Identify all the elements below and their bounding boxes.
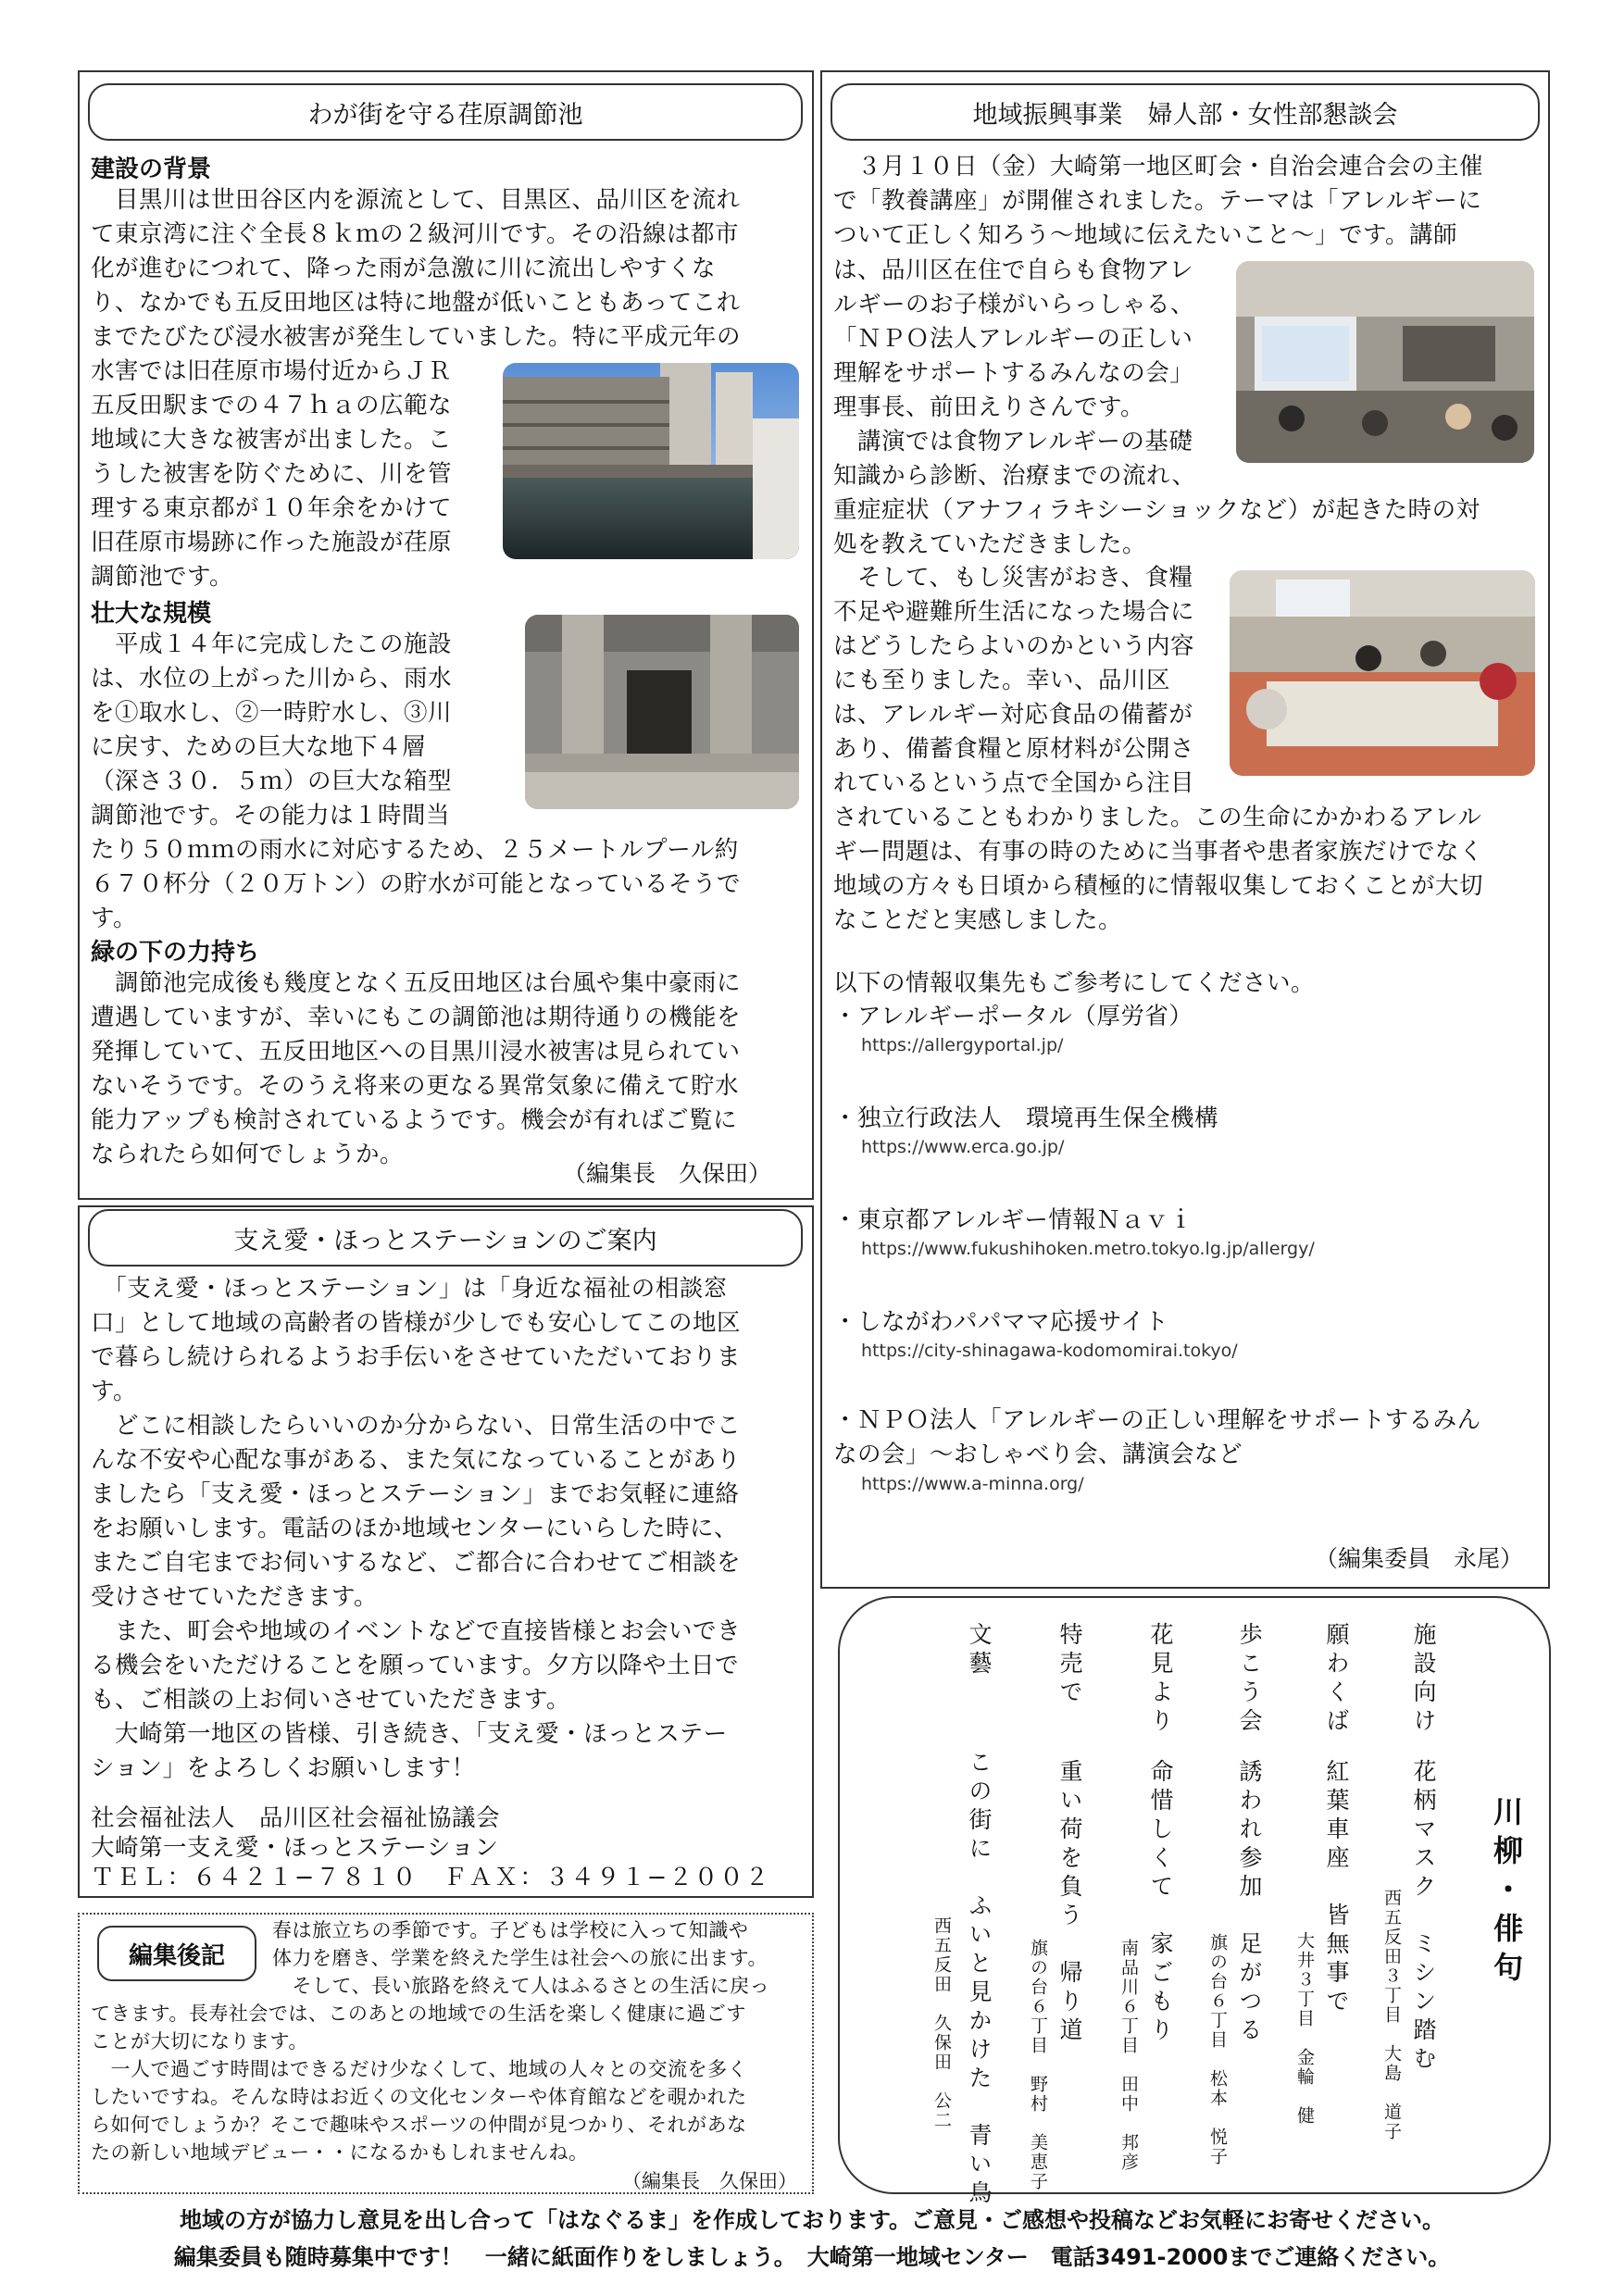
- para-allergy-1b: は、品川区在住で自らも食物アレ ルギーのお子様がいらっしゃる、 「ＮＰＯ法人アレルギーの正しい 理解をサポートするみんなの会」 理事長、前田えりさんです。 講演では食物アレルギーの基礎 知識から診断、治療までの流れ、: [833, 256, 1196, 490]
- para-unsung: 調節池完成後も幾度となく五反田地区は台風や集中豪雨に 遭遇していますが、幸いにもこの調節池は期待通りの機能を 発揮していて、五反田地区への目黒川浸水被害は見られてい ないそうです。そのうえ将来の更なる異常気象に備えて貯水 能力アップも検討されているようです。機会が有ればご覧に なられたら如何でしょうか。: [91, 969, 742, 1168]
- link-url[interactable]: https://city-shinagawa-kodomomirai.tokyo/: [861, 1341, 1238, 1361]
- article-ebara-title: わが街を守る荏原調節池: [88, 83, 803, 141]
- senryu-entry-line: 重い荷を負う 帰り道: [1056, 1759, 1083, 2046]
- link-name: ・独立行政法人 環境再生保全機構: [833, 1104, 1219, 1132]
- editor-note-para-1: 春は旅立ちの季節です。子どもは学校に入って知識や 体力を磨き、学業を終えた学生は社会への旅に出ます。 そして、長い旅路を終えて人はふるさとの生活に戻っ: [272, 1919, 770, 1997]
- para-allergy-2b: されていることもわかりました。この生命にかかわるアレル ギー問題は、有事の時のために当事者や患者家族だけでなく 地域の方々も日頃から積極的に情報収集しておくことが大切 なことだと実感しました。: [833, 804, 1484, 934]
- footer-line-1: 地域の方が協力し意見を出し合って「はなぐるま」を作成しております。ご意見・ご感想や投稿などお気軽にお寄せください。: [179, 2207, 1445, 2233]
- reservoir-photo: [525, 615, 799, 809]
- lecture-photo-1: [1236, 261, 1534, 463]
- para-background-b: 五反田駅までの４７ｈａの広範な 地域に大きな被害が出ました。こ うした被害を防ぐために、川を管 理する東京都が１０年余をかけて 旧荏原市場跡に作った施設が荏原 調節池です。: [91, 392, 453, 591]
- para-scale-a: 平成１４年に完成したこの施設 は、水位の上がった川から、雨水 を①取水し、②一時貯水し、③川 に戻す、ための巨大な地下４層 （深さ３０．５ｍ）の巨大な箱型 調節池です。その能力は１時間当: [91, 630, 453, 830]
- heading-unsung: 緑の下の力持ち: [91, 939, 260, 967]
- para-station: 「支え愛・ほっとステーション」は「身近な福祉の相談窓 口」として地域の高齢者の皆様が少しでも安心してこの地区 で暮らし続けられるようお手伝いをさせていただいておりま す。 どこに相談したらいいのか分からない、日常生活の中でこ んな不安や心配な事がある、また気になっていることがあり ましたら「支え愛・ほっとステーション」までお気軽に連絡 をお願いします。電話のほか地域センターにいらした時に、 またご自宅までお伺いするなど、ご都合に合わせてご相談を 受けさせていただきます。 また、町会や地域のイベントなどで直接皆様とお会いでき る機会をいただけることを願っています。夕方以降や土日で も、ご相談の上お伺いさせていただきます。 大崎第一地区の皆様、引き続き、「支え愛・ほっとステー ション」をよろしくお願いします！: [91, 1275, 742, 1782]
- senryu-author: 大井３丁目 金輪 健: [1294, 1931, 1315, 2126]
- senryu-author: 西五反田 久保田 公二: [931, 1916, 952, 2130]
- editor-note-para-2: てきます。長寿社会では、このあとの地域での生活を楽しく健康に過ごす ことが大切になります。 一人で過ごす時間はできるだけ少なくして、地域の人々との交流を多く したいですね。そんな時はお近くの文化センターや体育館などを覗かれた ら如何でしょうか？そこで趣味やスポーツの仲間が見つかり、それがあな たの新しい地域デビュー・・になるかもしれませんね。: [91, 2003, 748, 2164]
- editor-note-label: 編集後記: [97, 1926, 256, 1981]
- link-name: ・東京都アレルギー情報Ｎａｖｉ: [833, 1206, 1193, 1234]
- link-url[interactable]: https://www.fukushihoken.metro.tokyo.lg.jp/allergy/: [861, 1239, 1315, 1259]
- river-photo: [503, 363, 799, 559]
- senryu-entry-line: 花柄マスク ミシン踏む: [1410, 1759, 1437, 2075]
- para-allergy-1a: ３月１０日（金）大崎第一地区町会・自治会連合会の主催 で「教養講座」が開催されました。テーマは「アレルギーに ついて正しく知ろう〜地域に伝えたいこと〜」です。講師: [833, 153, 1484, 249]
- para-scale-b: たり５０ｍｍの雨水に対応するため、２５メートルプール約 ６７０杯分（２０万トン）の貯水が可能となっているそうで す。: [91, 836, 742, 932]
- senryu-entry-line: 施設向け: [1410, 1622, 1437, 1737]
- senryu-entry-line: 特売で: [1056, 1622, 1083, 1708]
- link-url[interactable]: https://allergyportal.jp/: [861, 1035, 1064, 1055]
- senryu-author: 西五反田３丁目 大島 道子: [1381, 1889, 1402, 2141]
- signature-editor-note: （編集長 久保田）: [622, 2170, 797, 2192]
- link-url[interactable]: https://www.a-minna.org/: [861, 1474, 1084, 1494]
- senryu-entry-line: 文藝: [966, 1622, 993, 1679]
- para-allergy-2a: そして、もし災害がおき、食糧 不足や避難所生活になった場合に はどうしたらよいのかという内容 にも至りました。幸い、品川区 は、アレルギー対応食品の備蓄が あり、備蓄食糧と原材料が公開さ れているという点で全国から注目: [833, 564, 1195, 797]
- senryu-entry-line: 紅葉車座 皆無事で: [1323, 1759, 1350, 2017]
- link-url[interactable]: https://www.erca.go.jp/: [861, 1137, 1065, 1157]
- link-name: ・アレルギーポータル（厚労省）: [833, 1003, 1193, 1030]
- senryu-author: 南品川６丁目 田中 邦彦: [1118, 1939, 1139, 2172]
- article-allergy-title: 地域振興事業 婦人部・女性部懇談会: [831, 83, 1540, 141]
- senryu-entry-line: 願わくば: [1323, 1622, 1350, 1737]
- senryu-author: 旗の台６丁目 松本 悦子: [1207, 1933, 1228, 2166]
- senryu-author: 旗の台６丁目 野村 美恵子: [1028, 1939, 1048, 2191]
- senryu-entry-line: 花見より: [1147, 1622, 1174, 1737]
- link-name: ・ＮＰＯ法人「アレルギーの正しい理解をサポートするみん なの会」〜おしゃべり会、講演会など: [833, 1406, 1481, 1468]
- lecture-photo-2: [1230, 570, 1535, 776]
- links-intro: 以下の情報収集先もご参考にしてください。: [833, 969, 1316, 997]
- contact-tel-fax: ＴＥＬ：６４２１−７８１０ ＦＡＸ：３４９１−２００２: [91, 1864, 771, 1891]
- org-council: 社会福祉法人 品川区社会福祉協議会: [91, 1804, 501, 1832]
- signature-allergy: （編集委員 永尾）: [1315, 1545, 1524, 1572]
- article-station-title: 支え愛・ほっとステーションのご案内: [88, 1209, 803, 1267]
- senryu-entry-line: 誘われ参加 足がつる: [1236, 1759, 1263, 2046]
- senryu-entry-line: 歩こう会: [1236, 1622, 1263, 1737]
- org-station: 大崎第一支え愛・ほっとステーション: [91, 1834, 499, 1862]
- senryu-title: 川柳・俳句: [1489, 1796, 1524, 1990]
- heading-background: 建設の背景: [91, 156, 212, 183]
- senryu-entry-line: 命惜しくて 家ごもり: [1147, 1759, 1174, 2046]
- link-name: ・しながわパパママ応援サイト: [833, 1308, 1169, 1336]
- para-allergy-1c: 重症症状（アナフィラキシーショックなど）が起きた時の対 処を教えていただきました。: [833, 496, 1480, 558]
- senryu-entry-line: この街に ふいと見かけた 青い鳥: [966, 1750, 993, 2209]
- footer-line-2: 編集委員も随時募集中です！ 一緒に紙面作りをしましょう。 大崎第一地域センター 電話3491-2000までご連絡ください。: [173, 2244, 1451, 2270]
- signature-ebara: （編集長 久保田）: [563, 1160, 772, 1187]
- para-background-a: 目黒川は世田谷区内を源流として、目黒区、品川区を流れ て東京湾に注ぐ全長８ｋｍの２級河川です。その沿線は都市 化が進むにつれて、降った雨が急激に川に流出しやすくな り、なかでも五反田地区は特に地盤が低いこともあってこれ までたびたび浸水被害が発生していました。特に平成元年の 水害では旧荏原市場付近からＪＲ: [91, 186, 742, 385]
- heading-scale: 壮大な規模: [91, 600, 212, 628]
